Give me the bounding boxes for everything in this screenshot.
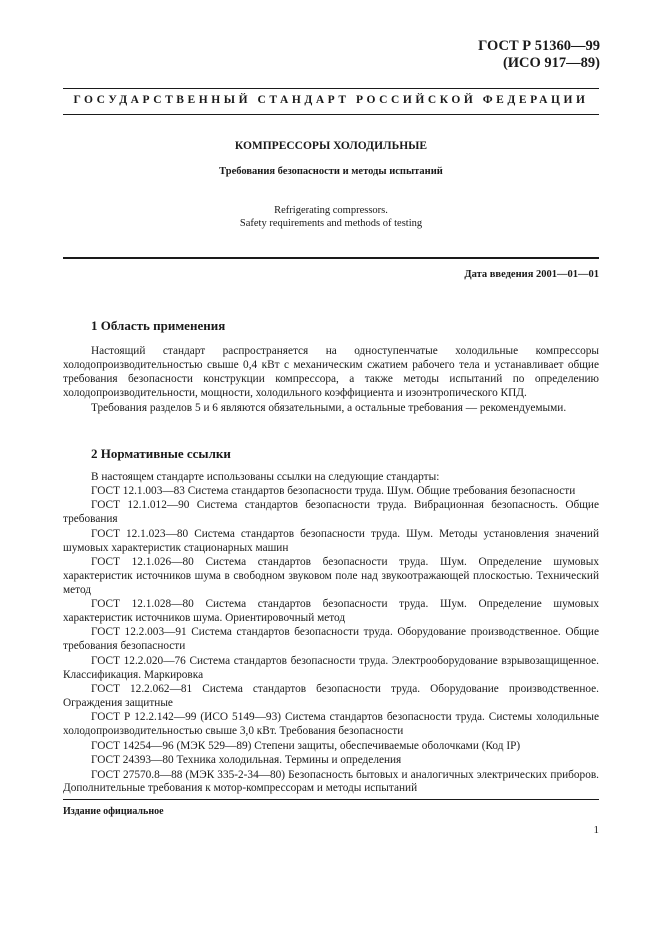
document-number-iso: (ИСО 917—89) <box>502 55 600 71</box>
page-number: 1 <box>593 824 599 836</box>
banner-rule-bottom <box>63 114 599 115</box>
footer-rule <box>63 799 599 800</box>
english-title-line-2: Safety requirements and methods of testing <box>239 218 423 229</box>
banner-rule-top <box>63 88 599 89</box>
reference-item: ГОСТ 12.1.003—83 Система стандартов безопасности труда. Шум. Общие требования безопасности <box>91 484 576 497</box>
standard-banner: ГОСУДАРСТВЕННЫЙ СТАНДАРТ РОССИЙСКОЙ ФЕДЕРАЦИИ <box>73 94 589 106</box>
reference-item: ГОСТ 12.1.023—80 Система стандартов безопасности труда. Шум. Методы установления значений шумовых характеристик стационарных машин <box>63 527 599 554</box>
reference-item: ГОСТ Р 12.2.142—99 (ИСО 5149—93) Система стандартов безопасности труда. Системы холодильные холодопроизводительностью свыше 3,0 кВт. Требования безопасности <box>63 711 599 738</box>
document-title: КОМПРЕССОРЫ ХОЛОДИЛЬНЫЕ <box>234 140 428 152</box>
document-number <box>478 38 600 72</box>
reference-item: ГОСТ 24393—80 Техника холодильная. Термины и определения <box>91 754 402 767</box>
section-1-heading: 1 Область применения <box>91 318 226 333</box>
introduction-date: Дата введения 2001—01—01 <box>464 269 599 280</box>
reference-item: ГОСТ 27570.8—88 (МЭК 335-2-34—80) Безопасность бытовых и аналогичных электрических приборов. Дополнительные требования к мотор-компрессорам и методы испытаний <box>63 768 599 795</box>
document-subtitle: Требования безопасности и методы испытаний <box>219 166 443 177</box>
title-rule <box>63 257 599 259</box>
english-title <box>63 204 599 230</box>
reference-item: ГОСТ 12.2.062—81 Система стандартов безопасности труда. Оборудование производственное. Ограждения защитные <box>63 683 599 709</box>
reference-item: ГОСТ 12.2.020—76 Система стандартов безопасности труда. Электрооборудование взрывозащищенное. Классификация. Маркировка <box>63 654 599 681</box>
official-edition-note: Издание официальное <box>63 806 164 817</box>
section-2-heading: 2 Нормативные ссылки <box>91 446 231 461</box>
section-1-paragraph-2: Требования разделов 5 и 6 являются обязательными, а остальные требования — рекомендуемыми. <box>91 401 567 414</box>
english-title-line-1: Refrigerating compressors. <box>274 205 388 216</box>
section-2-intro: В настоящем стандарте использованы ссылки на следующие стандарты: <box>91 471 440 483</box>
section-1-paragraph-1: Настоящий стандарт распространяется на одноступенчатые холодильные компрессоры холодопроизводительностью свыше 0,4 кВт с механическим сжатием рабочего тела и устанавливает общие требования безопасности конструкции компрессора, а также методы испытаний по определению холодопроизводительности, мощности, холодильного коэффициента и изоэнтропического КПД. <box>63 345 599 399</box>
reference-item: ГОСТ 12.1.026—80 Система стандартов безопасности труда. Шум. Определение шумовых характеристик источников шума в свободном звуковом поле над звукоотражающей плоскостью. Технический метод <box>63 555 599 596</box>
reference-item: ГОСТ 12.1.028—80 Система стандартов безопасности труда. Шум. Определение шумовых характеристик источников шума. Ориентировочный метод <box>63 598 599 625</box>
reference-item: ГОСТ 12.1.012—90 Система стандартов безопасности труда. Вибрационная безопасность. Общие требования <box>63 499 599 526</box>
section-2-body <box>63 471 599 797</box>
document-number-gost: ГОСТ Р 51360—99 <box>478 38 600 54</box>
reference-item: ГОСТ 12.2.003—91 Система стандартов безопасности труда. Оборудование производственное. Общие требования безопасности <box>63 626 599 653</box>
section-1-body <box>63 345 599 416</box>
reference-item: ГОСТ 14254—96 (МЭК 529—89) Степени защиты, обеспечиваемые оболочками (Код IP) <box>91 739 521 752</box>
